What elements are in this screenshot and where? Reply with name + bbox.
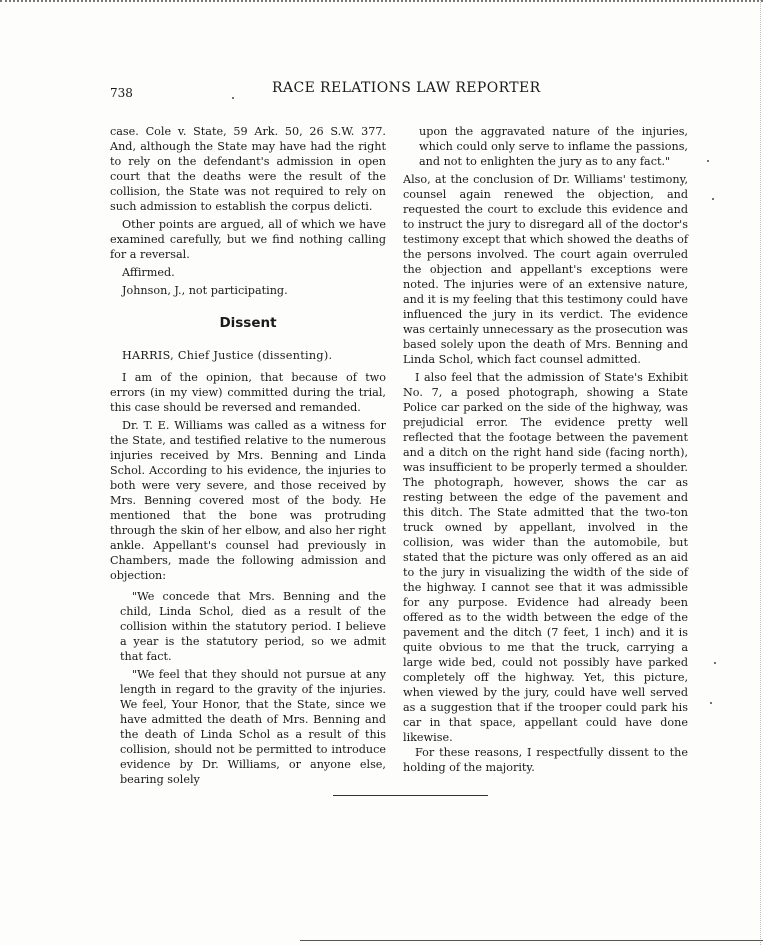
paragraph-renewed-objection: Also, at the conclusion of Dr. Williams' testimony, counsel again renewed the objection, and requested the court to exclude this evidence and to instruct the jury to disregard all of the doctor's testimony except that which showed the deaths of the persons involved. The court again overruled the objection and appellant's exceptions were noted. The injuries were of an extensive nature, and it is my feeling that this testimony could have influenced the jury in its verdict. The evidence was certainly unnecessary as the prosecution was based solely upon the death of Mrs. Benning and Linda Schol, which fact counsel admitted. (403, 173, 688, 366)
paragraph-exhibit-seven: I also feel that the admission of State's Exhibit No. 7, a posed photograph, showing a State Police car parked on the side of the highway, was prejudicial error. The evidence pretty well reflected that the footage between the pavement and a ditch on the right hand side (facing north), was insufficient to be properly termed a shoulder. The photograph, however, shows the car as resting between the edge of the pavement and this ditch. The State admitted that the two-ton truck owned by appellant, involved in the collision, was wider than the automobile, but stated that the picture was only offered as an aid to the jury in visualizing the width of the side of the highway. I cannot see that it was admissible for any purpose. Evidence had already been offered as to the width between the edge of the pavement and the ditch (7 feet, 1 inch) and it is quite obvious to me that the truck, carrying a large wide bed, could not possibly have parked completely off the highway. Yet, this picture, when viewed by the jury, could have well served as a suggestion that if the trooper could park his car in that space, appellant could have done likewise. (403, 371, 688, 744)
scan-speck (232, 97, 234, 99)
paragraph-conclusion: For these reasons, I respectfully dissent to the holding of the majority. (403, 746, 688, 774)
scan-edge-right (760, 0, 761, 945)
paragraph-not-participating: Johnson, J., not participating. (122, 284, 288, 297)
page-number: 738 (110, 86, 133, 100)
paragraph-dissent-author: HARRIS, Chief Justice (dissenting). (122, 349, 333, 362)
paragraph-two-errors: I am of the opinion, that because of two errors (in my view) committed during the trial, this case should be reversed and remanded. (110, 371, 386, 414)
quote-objection: "We feel that they should not pursue at any length in regard to the gravity of the injuries. We feel, Your Honor, that the State, since we have admitted the death of Mrs. Benning and the death of Linda Schol as a result of this collision, should not be permitted to introduce evidence by Dr. Williams, or anyone else, bearing solely (120, 668, 386, 786)
paragraph-dr-williams: Dr. T. E. Williams was called as a witness for the State, and testified relative to the numerous injuries received by Mrs. Benning and Linda Schol. According to his evidence, the injuries to both were very severe, and those received by Mrs. Benning covered most of the body. He mentioned that the bone was protruding through the skin of her elbow, and also her right ankle. Appellant's counsel had previously in Chambers, made the following admission and objection: (110, 419, 386, 582)
scan-edge-top (0, 0, 763, 4)
bottom-scan-rule (300, 940, 763, 941)
end-of-opinion-rule (333, 795, 488, 796)
quote-objection-continued: upon the aggravated nature of the injuries, which could only serve to inflame the passions, and not to enlighten the jury as to any fact." (419, 125, 688, 168)
scan-speck (714, 662, 716, 664)
paragraph-other-points: Other points are argued, all of which we have examined carefully, but we find nothing calling for a reversal. (110, 218, 386, 261)
dissent-heading: Dissent (219, 315, 277, 331)
quote-concession: "We concede that Mrs. Benning and the child, Linda Schol, died as a result of the collision within the statutory period. I believe a year is the statutory period, so we admit that fact. (120, 590, 386, 663)
running-head: RACE RELATIONS LAW REPORTER (272, 80, 541, 96)
paragraph-affirmed: Affirmed. (122, 266, 175, 279)
page-header (110, 80, 710, 102)
scan-speck (710, 702, 712, 704)
right-column (403, 124, 688, 775)
left-column (110, 124, 386, 787)
scan-speck (712, 198, 714, 200)
paragraph-corpus-delicti: case. Cole v. State, 59 Ark. 50, 26 S.W. 377. And, although the State may have had the right to rely on the defendant's admission in open court that the deaths were the result of the collision, the State was not required to rely on such admission to establish the corpus delicti. (110, 125, 386, 213)
scan-speck (707, 160, 709, 162)
